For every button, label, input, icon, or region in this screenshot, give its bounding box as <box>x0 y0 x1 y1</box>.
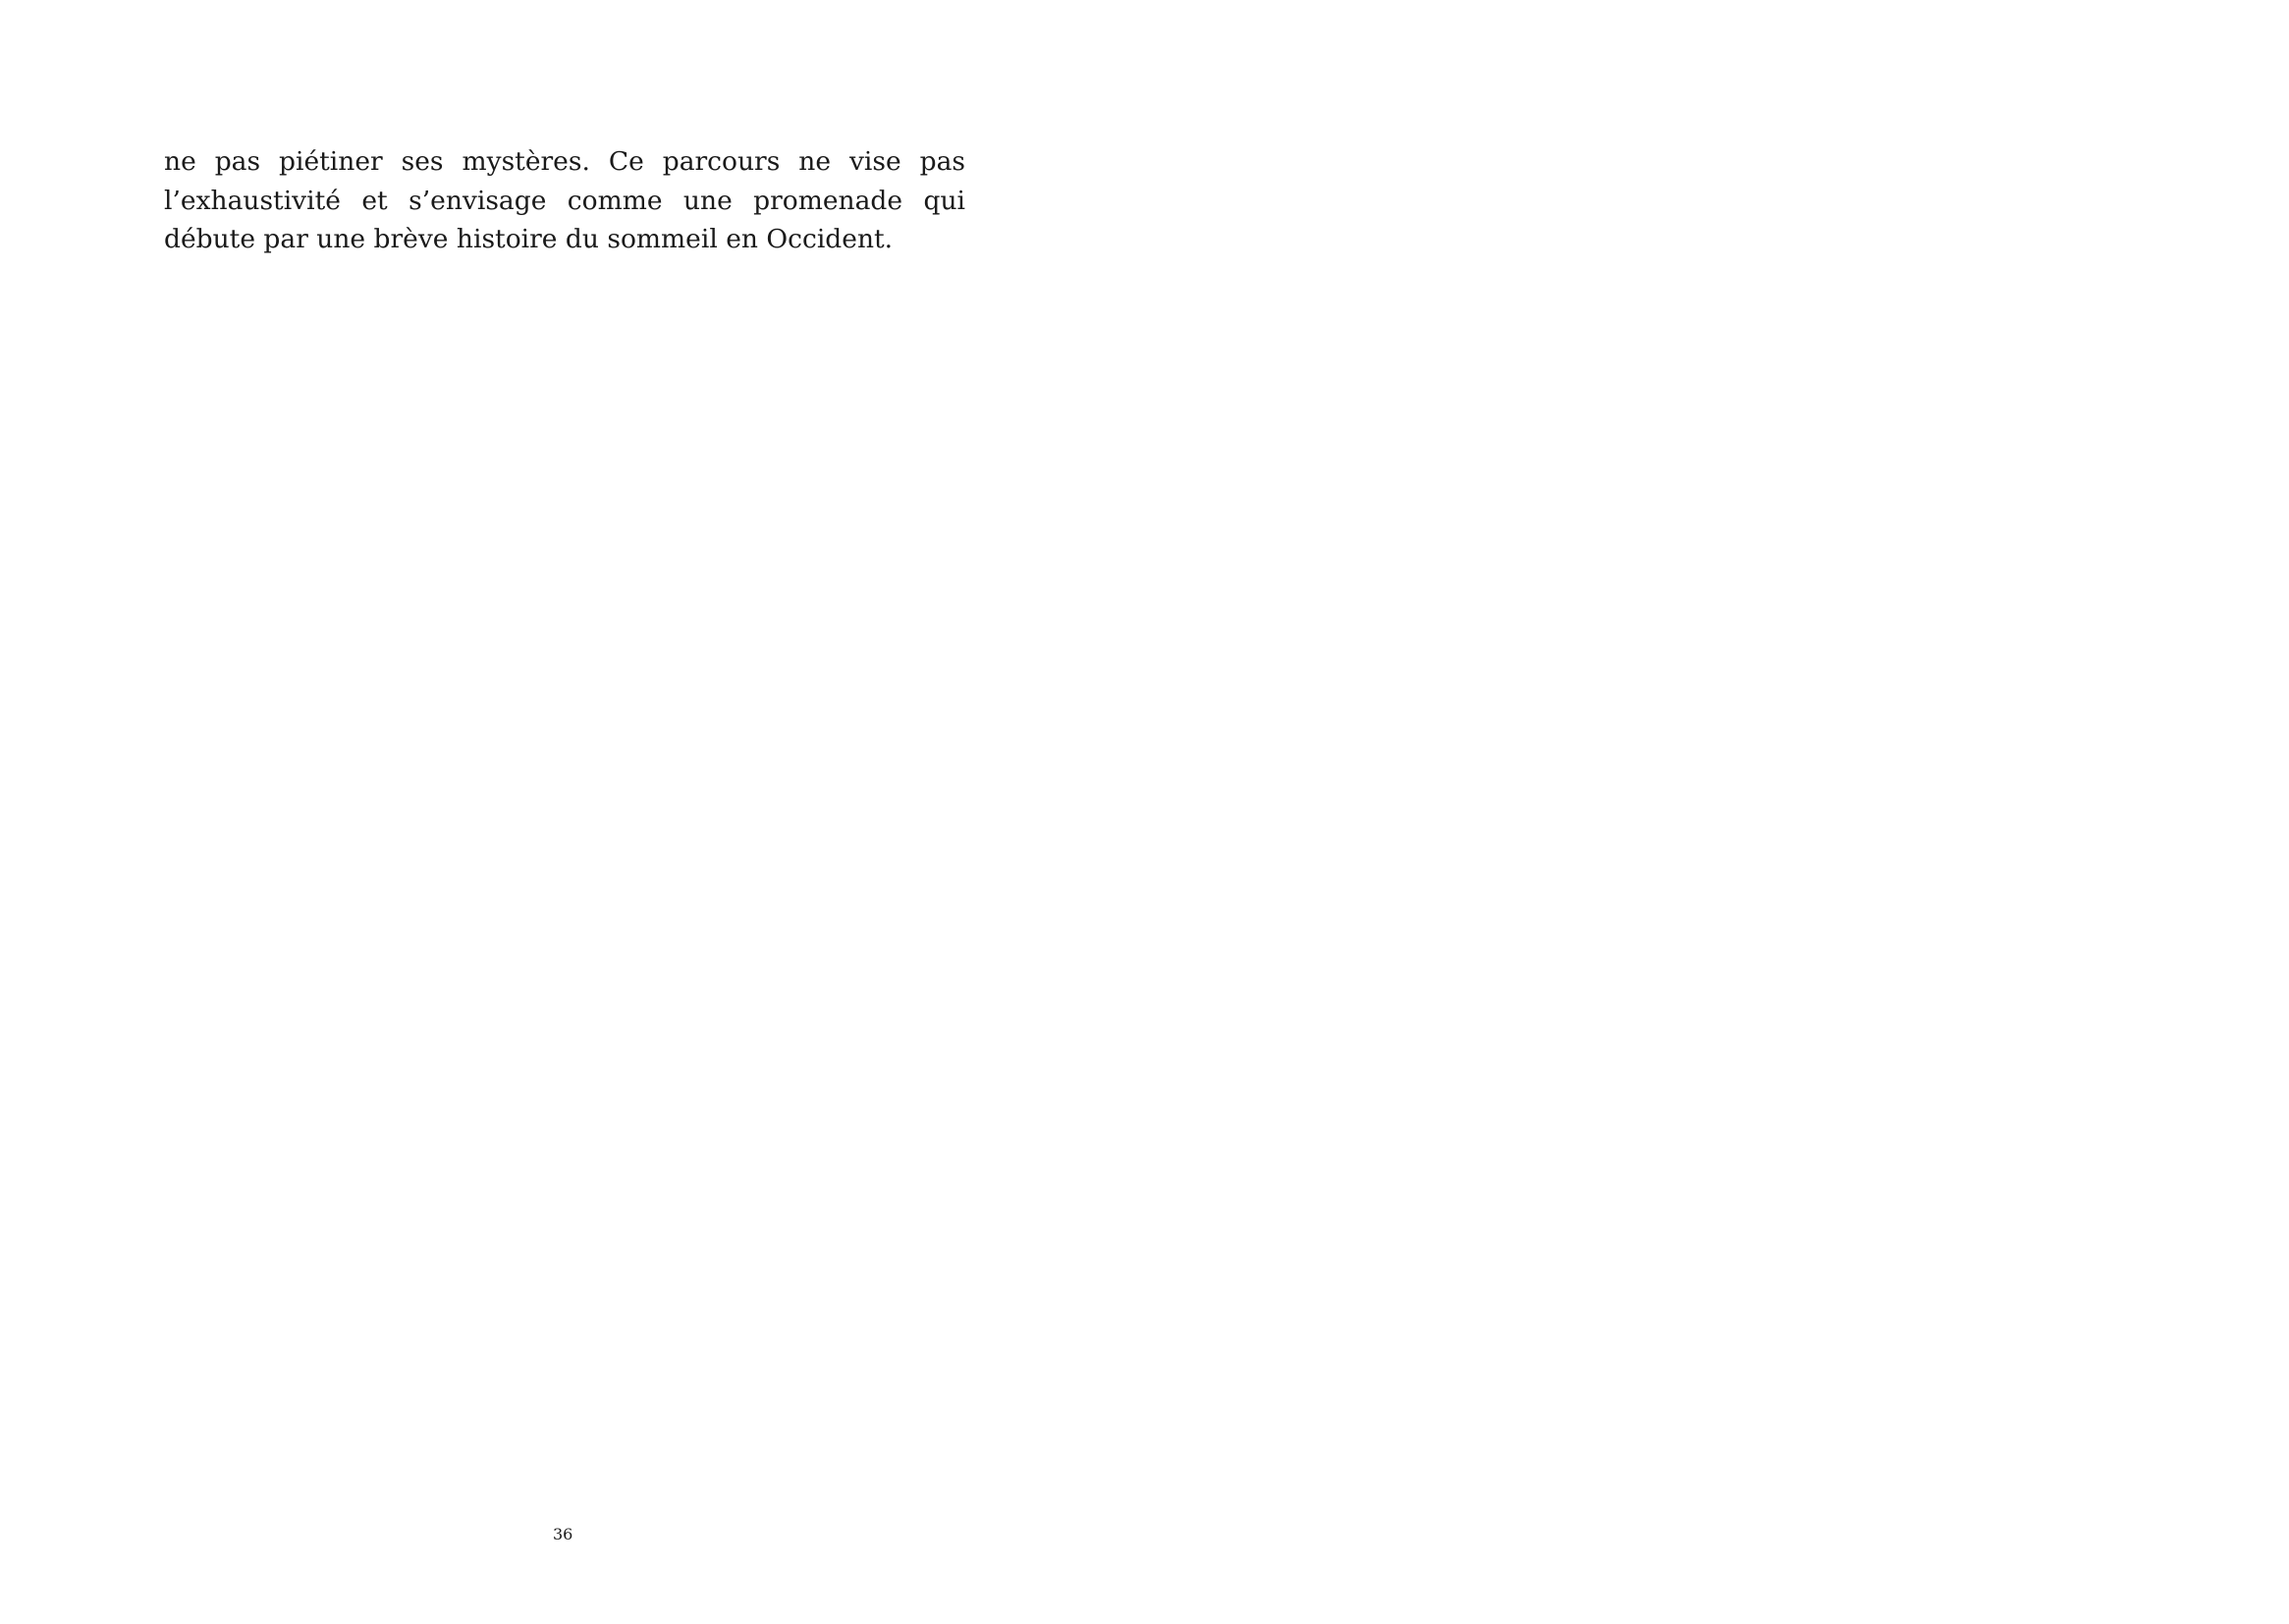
left-page-paragraph: ne pas piétiner ses mystères. Ce parcours ne vise pas l’exhaustivité et s’envisage comme une promenade qui débute par une brève histoire du sommeil en Occident. <box>164 146 965 254</box>
left-page-number: 36 <box>553 1525 573 1543</box>
left-page <box>0 0 1144 1624</box>
right-page <box>1144 0 2289 1624</box>
